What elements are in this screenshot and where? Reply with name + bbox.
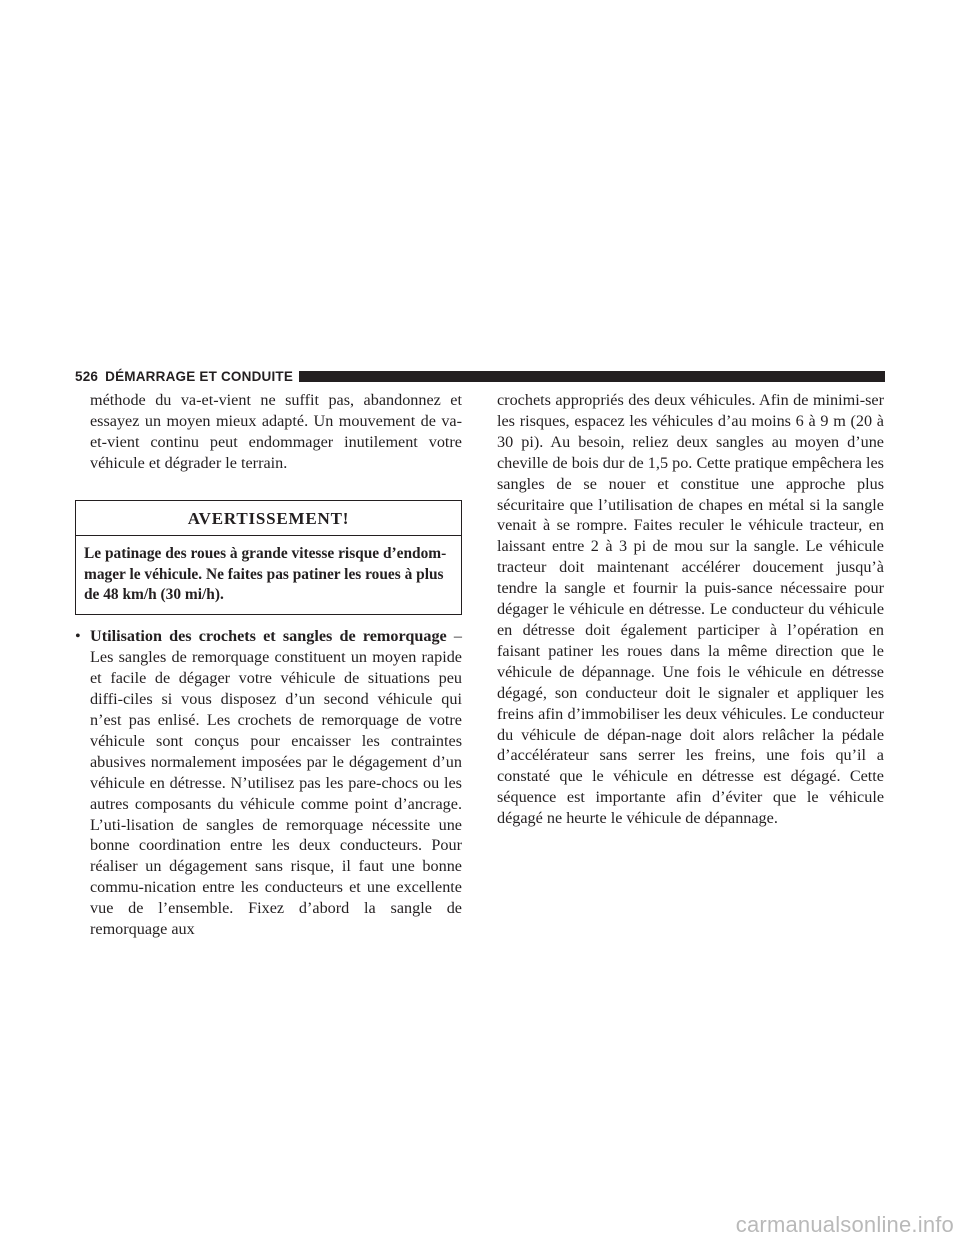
intro-paragraph: méthode du va-et-vient ne suffit pas, abandonnez et essayez un moyen mieux adapté. Un mouvement de va-et-vient continu peut endommager inutilement votre véhicule et dégrader le terrain. — [90, 391, 462, 472]
header-rule — [299, 371, 885, 382]
left-column — [75, 390, 462, 940]
bullet-text: – Les sangles de remorquage constituent un moyen rapide et facile de dégager votre véhicule de situations peu diffi-ciles si vous disposez d’un second véhicule qui n’est pas enlisé. Les crochets de remorquage de votre véhicule sont conçus pour encaisser les contraintes abusives normalement imposées par le dégagement d’un véhicule en détresse. N’utilisez pas les pare-chocs ou les autres composants du véhicule comme point d’ancrage. L’uti-lisation de sangles de remorquage nécessite une bonne coordination entre les deux conducteurs. Pour réaliser un dégagement sans risque, il faut une bonne commu-nication entre les conducteurs et une excellente vue de l’ensemble. Fixez d’abord la sangle de remorquage aux — [90, 627, 462, 939]
page-header — [75, 367, 885, 385]
right-column — [497, 390, 884, 829]
continuation-paragraph: crochets appropriés des deux véhicules. Afin de minimi-ser les risques, espacez les véhicules d’au moins 6 à 9 m (20 à 30 pi). Au besoin, reliez deux sangles au moyen d’une cheville de bois dur de 1,5 po. Cette pratique empêchera les sangles de se nouer et constitue une approche plus sécuritaire que l’utilisation de chapes en métal si la sangle venait à se rompre. Faites reculer le véhicule tracteur, en laissant entre 2 à 3 pi de mou sur la sangle. Le véhicule tracteur doit maintenant accélérer doucement jusqu’à tendre la sangle et fournir la puis-sance nécessaire pour dégager le véhicule en détresse. Le conducteur du véhicule en détresse doit également participer à l’opération en faisant patiner les roues dans la même direction que le véhicule de dépannage. Une fois le véhicule en détresse dégagé, son conducteur doit le signaler et appliquer les freins afin d’immobiliser les deux véhicules. Le conducteur du véhicule de dépan-nage doit alors relâcher la pédale d’accélérateur sans serrer les freins, une fois qu’il a constaté que le véhicule en détresse est dégagé. Cette séquence est importante afin d’éviter que le véhicule dégagé ne heurte le véhicule de dépannage. — [497, 391, 884, 828]
warning-body: Le patinage des roues à grande vitesse risque d’endom-mager le véhicule. Ne faites pas patiner les roues à plus de 48 km/h (30 mi/h). — [84, 544, 447, 604]
warning-box — [75, 500, 462, 616]
bullet-heading: Utilisation des crochets et sangles de remorquage — [90, 627, 447, 646]
warning-title: AVERTISSEMENT! — [76, 501, 461, 536]
section-title: DÉMARRAGE ET CONDUITE — [105, 368, 294, 384]
page-number: 526 — [75, 368, 99, 384]
bullet-icon: • — [75, 627, 81, 646]
watermark: carmanualsonline.info — [735, 1212, 954, 1237]
list-item — [75, 626, 462, 940]
